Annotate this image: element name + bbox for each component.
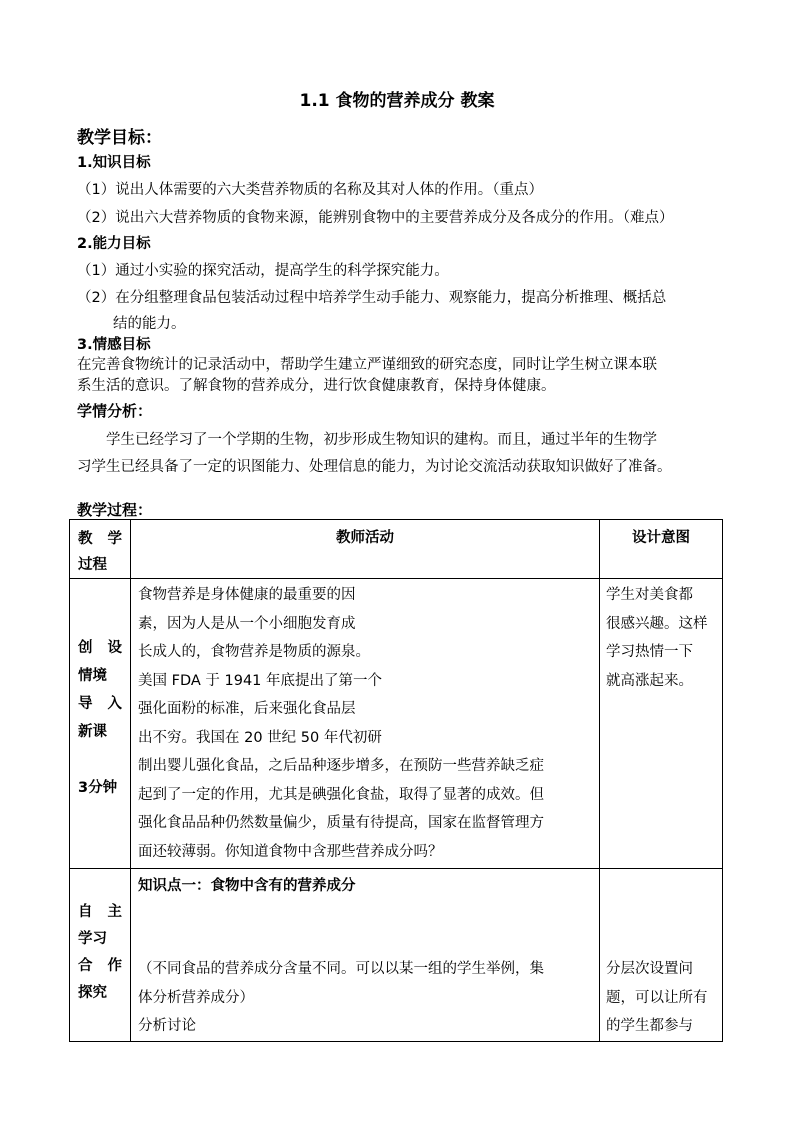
emotion-line: 系生活的意识。了解食物的营养成分，进行饮食健康教育，保持身体健康。	[77, 378, 556, 394]
page-title: 1.1 食物的营养成分 教案	[299, 91, 495, 111]
ability-heading: 2.能力目标	[77, 236, 151, 252]
teacher-line: 起到了一定的作用，尤其是碘强化食盐，取得了显著的成效。但	[138, 786, 544, 803]
teacher-line: 美国 FDA 于 1941 年底提出了第一个	[138, 672, 383, 689]
stage-char: 设	[107, 640, 122, 656]
stage-char: 探究	[78, 985, 107, 1001]
teacher-line: 素，因为人是从一个小细胞发育成	[138, 615, 356, 632]
ability-item: 结的能力。	[113, 316, 186, 332]
teacher-line: 长成人的，食物营养是物质的源泉。	[138, 644, 370, 660]
table-row	[70, 579, 723, 869]
stage-char: 新课	[78, 724, 107, 740]
teacher-line: 强化食品品种仍然数量偏少，质量有待提高，国家在监督管理方	[138, 815, 544, 831]
teacher-line: 体分析营养成分）	[138, 989, 254, 1006]
header-stage-cell	[70, 520, 131, 579]
teacher-line: 强化面粉的标准，后来强化食品层	[138, 701, 356, 717]
knowledge-item: （2）说出六大营养物质的食物来源，能辨别食物中的主要营养成分及各成分的作用。（难点）	[77, 210, 674, 226]
emotion-line: 在完善食物统计的记录活动中，帮助学生建立严谨细致的研究态度，同时让学生树立课本联	[77, 357, 657, 373]
stage-cell	[70, 869, 131, 1042]
process-heading: 教学过程：	[77, 501, 153, 519]
design-line: 学习热情一下	[606, 644, 693, 660]
header-design: 设计意图	[632, 530, 690, 546]
design-line: 题，可以让所有	[606, 989, 708, 1006]
ability-item: （2）在分组整理食品包装活动过程中培养学生动手能力、观察能力，提高分析推理、概括总	[77, 290, 667, 306]
stage-char: 情境	[78, 668, 107, 684]
stage-char: 学习	[78, 931, 107, 947]
header-stage-char: 教	[78, 531, 93, 547]
header-stage-char: 过程	[78, 557, 107, 573]
design-line: 就高涨起来。	[606, 672, 693, 689]
design-intent-cell	[600, 579, 723, 869]
teacher-line: 分析讨论	[138, 1018, 196, 1034]
objectives-heading: 教学目标：	[77, 128, 162, 148]
knowledge-item: （1）说出人体需要的六大类营养物质的名称及其对人体的作用。（重点）	[77, 182, 543, 198]
teacher-line: 面还较薄弱。你知道食物中含那些营养成分吗？	[138, 843, 443, 860]
teacher-line: 制出婴儿强化食品，之后品种逐步增多，在预防一些营养缺乏症	[138, 758, 544, 774]
design-line: 很感兴趣。这样	[606, 615, 708, 632]
analysis-heading: 学情分析：	[77, 402, 153, 420]
design-line: 分层次设置问	[606, 961, 693, 977]
stage-cell	[70, 579, 131, 869]
stage-char: 创	[78, 640, 93, 656]
process-table	[69, 519, 723, 1042]
stage-char: 入	[107, 696, 122, 712]
table-row	[70, 869, 723, 1042]
stage-time: 3分钟	[78, 780, 118, 796]
teacher-line: 出不穷。我国在 20 世纪 50 年代初研	[138, 729, 382, 746]
analysis-line: 习学生已经具备了一定的识图能力、处理信息的能力，为讨论交流活动获取知识做好了准备。	[77, 459, 672, 475]
stage-char: 合	[78, 958, 93, 974]
teacher-line: 食物营养是身体健康的最重要的因	[138, 587, 356, 603]
stage-char: 自	[78, 904, 93, 920]
design-line: 的学生都参与	[606, 1018, 693, 1034]
teacher-line: （不同食品的营养成分含量不同。可以以某一组的学生举例，集	[138, 961, 544, 977]
analysis-line: 学生已经学习了一个学期的生物，初步形成生物知识的建构。而且，通过半年的生物学	[106, 432, 657, 448]
emotion-heading: 3.情感目标	[77, 337, 151, 353]
teacher-activity-cell	[131, 579, 600, 869]
stage-char: 导	[78, 696, 93, 712]
teacher-activity-cell	[131, 869, 600, 1042]
header-stage-char: 学	[107, 531, 122, 547]
stage-char: 作	[107, 958, 122, 974]
header-design-cell	[600, 520, 723, 579]
knowledge-point-heading: 知识点一：食物中含有的营养成分	[138, 878, 356, 894]
ability-item: （1）通过小实验的探究活动，提高学生的科学探究能力。	[77, 263, 449, 279]
design-line: 学生对美食都	[606, 587, 693, 603]
knowledge-heading: 1.知识目标	[77, 155, 151, 171]
header-teacher: 教师活动	[336, 530, 394, 546]
stage-char: 主	[107, 904, 122, 920]
table-header-row	[70, 520, 723, 579]
header-teacher-cell	[131, 520, 600, 579]
design-intent-cell	[600, 869, 723, 1042]
